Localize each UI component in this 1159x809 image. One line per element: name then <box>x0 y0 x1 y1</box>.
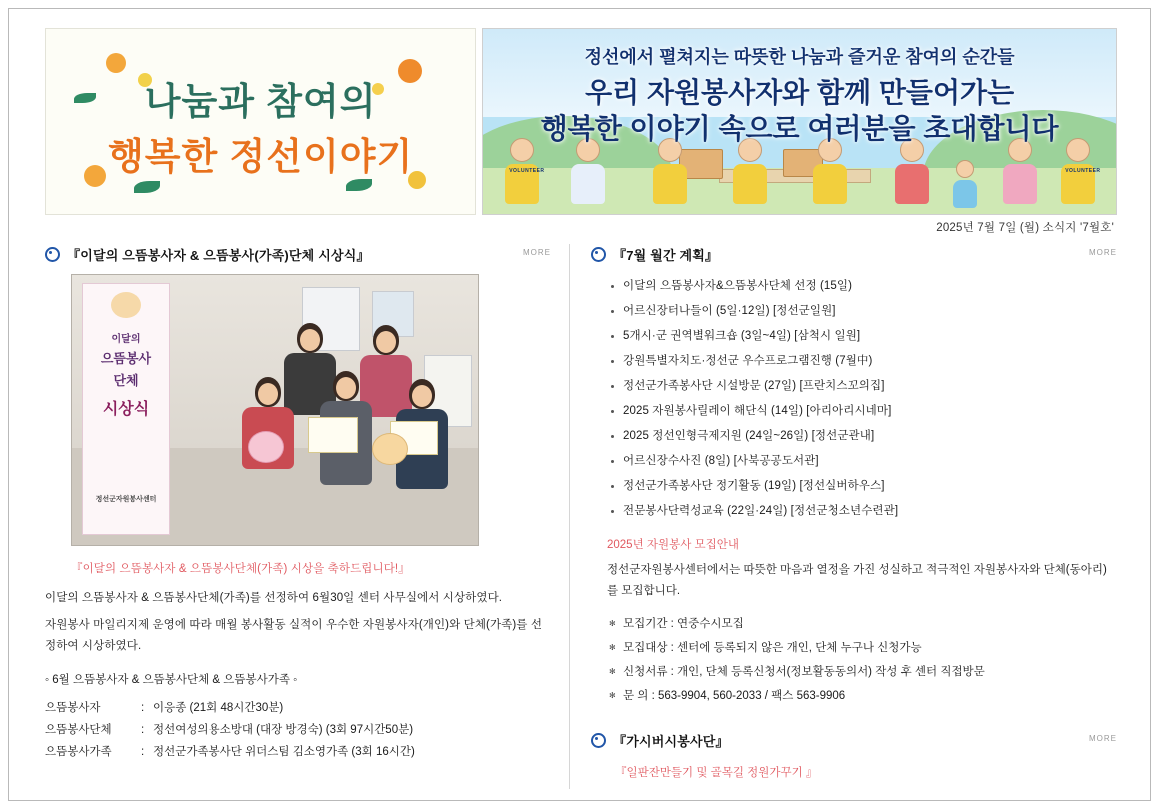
list-item: 이달의 으뜸봉사자&으뜸봉사단체 선정 (15일) <box>609 274 1117 299</box>
banner-right-illustration <box>482 28 1117 215</box>
rollup-line4: 시상식 <box>102 401 150 418</box>
bullet-ring-icon <box>591 733 606 748</box>
right-column <box>591 244 1117 780</box>
leaf-decor-icon <box>134 181 160 193</box>
list-item: 2025 정선인형극제지원 (24일~26일) [정선군관내] <box>609 424 1117 449</box>
award-separator: : <box>141 724 145 736</box>
award-certificate <box>308 417 358 453</box>
right-section2-header <box>591 730 1117 750</box>
monthly-plan-list <box>609 274 1117 524</box>
banner-left-line2: 행복한 정선이야기 <box>107 136 414 177</box>
list-item: ✻ 신청서류 : 개인, 단체 등록신청서(정보활동동의서) 작성 후 센터 직접방문 <box>609 660 1117 684</box>
list-item: ✻ 모집기간 : 연중수시모집 <box>609 612 1117 636</box>
flower-decor-icon <box>106 53 126 73</box>
right-more-link-2[interactable]: MORE <box>1089 734 1117 743</box>
left-section-header <box>45 244 551 264</box>
list-item: ✻ 모집대상 : 센터에 등록되지 않은 개인, 단체 누구나 신청가능 <box>609 636 1117 660</box>
award-label: 으뜸봉사단체 <box>45 724 112 736</box>
bouquet-icon <box>372 433 408 465</box>
leaf-decor-icon <box>346 179 372 191</box>
award-label: 으뜸봉사자 <box>45 702 101 714</box>
list-item: 정선군가족봉사단 시설방문 (27일) [프란치스꼬의집] <box>609 374 1117 399</box>
list-item: 강원특별자치도·정선군 우수프로그램진행 (7월中) <box>609 349 1117 374</box>
left-paragraph-1: 이달의 으뜸봉사자 & 으뜸봉사단체(가족)를 선정하여 6월30일 센터 사무실에서 시상하였다. <box>45 592 503 604</box>
recruit-title: 2025년 자원봉사 모집안내 <box>607 539 739 551</box>
right-more-link[interactable]: MORE <box>1089 248 1117 257</box>
award-row <box>45 741 551 763</box>
right-section2-title: 『가시버시봉사단』 <box>613 733 729 749</box>
award-value: 정선군가족봉사단 위더스팀 김소영가족 (3회 16시간) <box>153 746 415 758</box>
right-section-title: 『7월 월간 계획』 <box>613 247 719 263</box>
volunteer-figure <box>1061 138 1101 204</box>
awards-list-heading: ◦ 6월 으뜸봉사자 & 으뜸봉사단체 & 으뜸봉사가족 ◦ <box>45 674 298 686</box>
header-banner-row <box>45 28 1117 213</box>
list-item: 전문봉사단력성교육 (22일·24일) [정선군청소년수련관] <box>609 499 1117 524</box>
award-separator: : <box>141 702 145 714</box>
list-item: 정선군가족봉사단 정기활동 (19일) [정선실버하우스] <box>609 474 1117 499</box>
banner-right-line2: 우리 자원봉사자와 함께 만들어가는 <box>585 77 1015 108</box>
list-item: 어르신장터나들이 (5일·12일) [정선군일원] <box>609 299 1117 324</box>
bouquet-icon <box>248 431 284 463</box>
volunteer-figure <box>813 138 847 204</box>
banner-emblem-icon <box>111 292 141 318</box>
left-more-link[interactable]: MORE <box>523 248 551 257</box>
left-section-title: 『이달의 으뜸봉사자 & 으뜸봉사(가족)단체 시상식』 <box>67 247 370 263</box>
content-area <box>45 244 1117 789</box>
volunteer-figure <box>733 138 767 204</box>
right-section2-caption: 『일판잔만들기 및 골목길 정원가꾸기 』 <box>615 767 818 779</box>
award-row <box>45 719 551 741</box>
photo-caption: 『이달의 으뜸봉사자 & 으뜸봉사단체(가족) 시상을 축하드립니다!』 <box>71 563 410 575</box>
list-item: 5개시·군 권역별워크숍 (3일~4일) [삼척시 일원] <box>609 324 1117 349</box>
award-row <box>45 697 551 719</box>
list-item: 어르신장수사진 (8일) [사북공공도서관] <box>609 449 1117 474</box>
bullet-ring-icon <box>591 247 606 262</box>
award-value: 이응종 (21회 48시간30분) <box>153 702 284 714</box>
rollup-line3: 단체 <box>113 373 139 388</box>
award-value: 정선여성의용소방대 (대장 방경숙) (3회 97시간50분) <box>153 724 414 736</box>
bullet-ring-icon <box>45 247 60 262</box>
vest-label: VOLUNTEER <box>509 168 545 174</box>
award-separator: : <box>141 746 145 758</box>
volunteer-figure <box>505 138 545 204</box>
recruit-detail-list <box>609 612 1117 708</box>
issue-date-label: 2025년 7월 7일 (월) 소식지 '7월호' <box>936 222 1114 234</box>
banner-right-line1: 정선에서 펼쳐지는 따뜻한 나눔과 즐거운 참여의 순간들 <box>584 47 1015 67</box>
vest-label: VOLUNTEER <box>1065 168 1101 174</box>
volunteer-figure <box>653 138 687 204</box>
banner-left-title <box>45 28 476 215</box>
award-label: 으뜸봉사가족 <box>45 746 112 758</box>
list-item: ✻ 문 의 : 563-9904, 560-2033 / 팩스 563-9906 <box>609 684 1117 708</box>
rollup-line1: 이달의 <box>111 334 141 345</box>
award-ceremony-photo <box>71 274 479 546</box>
volunteer-figure <box>571 138 605 204</box>
rollup-org: 정선군자원봉사센터 <box>95 496 157 503</box>
volunteer-figure <box>895 138 929 204</box>
list-item: 2025 자원봉사릴레이 해단식 (14일) [아리아리시네마] <box>609 399 1117 424</box>
banner-left-line1: 나눔과 참여의 <box>144 81 377 122</box>
recruit-body: 정선군자원봉사센터에서는 따뜻한 마음과 열정을 가진 성실하고 적극적인 자원봉사자와 단체(동아리)를 모집합니다. <box>607 564 1107 597</box>
right-section-header <box>591 244 1117 264</box>
child-figure <box>953 160 977 208</box>
banner-right-line3: 행복한 이야기 속으로 여러분을 초대합니다 <box>540 113 1059 144</box>
left-paragraph-2: 자원봉사 마일리지제 운영에 따라 매월 봉사활동 실적이 우수한 자원봉사자(개인)와 단체(가족)를 선정하여 시상하였다. <box>45 619 543 652</box>
column-divider <box>569 244 570 789</box>
left-column <box>45 244 551 763</box>
photo-rollup-banner <box>82 283 170 535</box>
rollup-line2: 으뜸봉사 <box>100 351 152 366</box>
volunteer-figure <box>1003 138 1037 204</box>
